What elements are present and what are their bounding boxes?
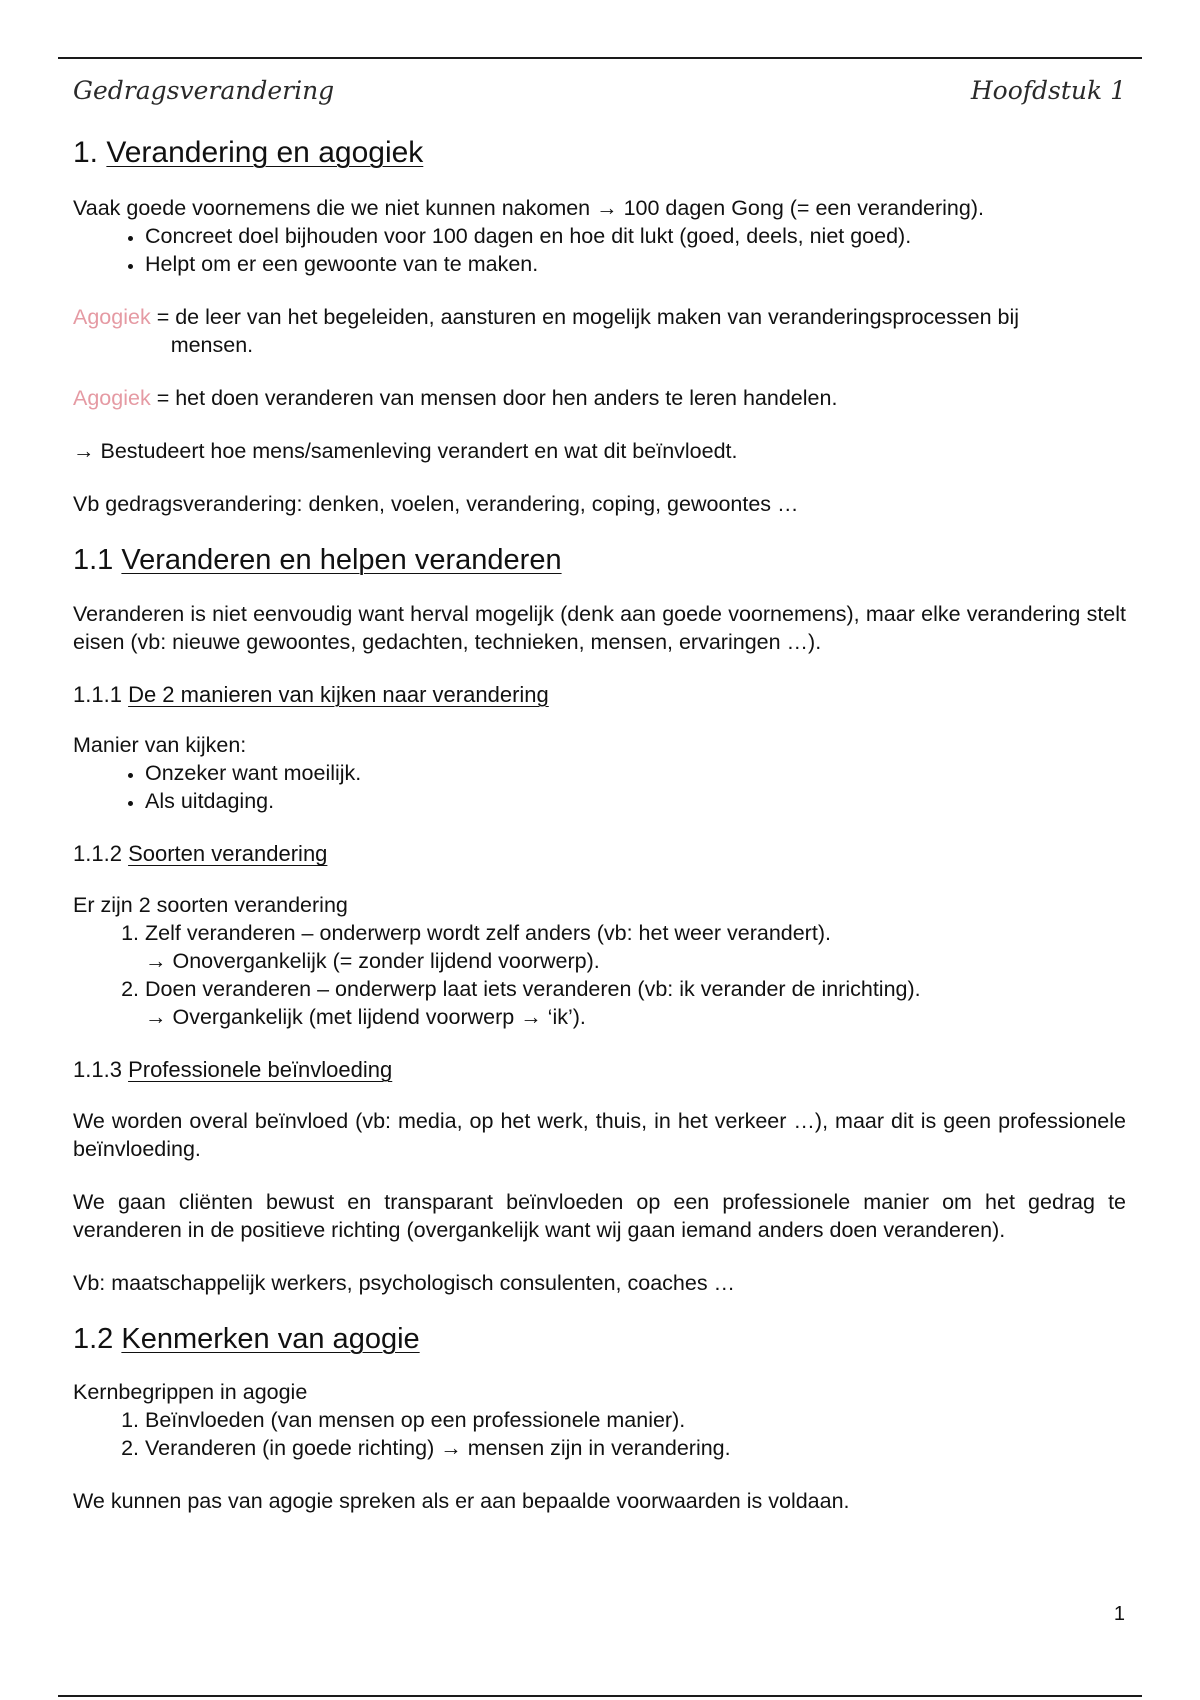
- document-body: [73, 135, 1126, 1540]
- header-chapter: Hoofdstuk 1: [970, 75, 1126, 105]
- example-line: Vb: maatschappelijk werkers, psychologisch consulenten, coaches …: [73, 1270, 736, 1295]
- section-title: Kenmerken van agogie: [121, 1322, 420, 1355]
- list-item: [145, 975, 1126, 1031]
- lead-line: Kernbegrippen in agogie: [73, 1380, 308, 1405]
- intro-paragraph: Vaak goede voornemens die we niet kunnen nakomen → 100 dagen Gong (= een verandering).: [73, 196, 984, 220]
- section-title: Soorten verandering: [128, 841, 328, 867]
- definition-body: [157, 303, 1126, 359]
- section-number: 1.1: [73, 544, 114, 576]
- bullet-list: [73, 759, 1126, 815]
- section-number: 1.1.1: [73, 681, 122, 707]
- definition-body: = het doen veranderen van mensen door hen anders te leren handelen.: [156, 386, 838, 410]
- section-number: 1.1.3: [73, 1056, 122, 1082]
- definition-term: Agogiek: [73, 386, 151, 410]
- section-title: De 2 manieren van kijken naar verandering: [128, 681, 549, 707]
- intro-bullet-list: [73, 222, 1126, 278]
- definition-term: Agogiek: [73, 305, 151, 329]
- section-number: 1.: [73, 136, 99, 169]
- section-1-heading: [73, 135, 1126, 171]
- paragraph: We gaan cliënten bewust en transparant beïnvloeden op een professionele manier om het gedrag te veranderen in de positieve richting (overgankelijk want wij gaan iemand anders doen veranderen).: [73, 1189, 1126, 1242]
- list-item-subline: → Onovergankelijk (= zonder lijdend voorwerp).: [145, 948, 600, 973]
- list-item: • Onzeker want moeilijk.: [145, 759, 1126, 787]
- page-number: 1: [1113, 1603, 1125, 1625]
- example-line: Vb gedragsverandering: denken, voelen, verandering, coping, gewoontes …: [73, 492, 799, 516]
- lead-line: Er zijn 2 soorten verandering: [73, 892, 348, 917]
- list-item-subline: → Overgankelijk (met lijdend voorwerp → ‘ik’).: [145, 1004, 586, 1029]
- numbered-list: [73, 919, 1126, 1031]
- list-item-text: Doen veranderen – onderwerp laat iets veranderen (vb: ik verander de inrichting).: [145, 976, 921, 1001]
- paragraph: Veranderen is niet eenvoudig want herval mogelijk (denk aan goede voornemens), maar elke verandering stelt eisen (vb: nieuwe gewoontes, gedachten, technieken, mensen, ervaringen …).: [73, 601, 1126, 654]
- section-title: Professionele beïnvloeding: [128, 1056, 393, 1082]
- numbered-list: [73, 1406, 1126, 1462]
- section-1-1-2-heading: [73, 840, 1126, 869]
- section-number: 1.2: [73, 1322, 114, 1355]
- list-item: • Concreet doel bijhouden voor 100 dagen en hoe dit lukt (goed, deels, niet goed).: [145, 222, 1126, 250]
- list-item: [145, 919, 1126, 975]
- page-header: [73, 70, 1126, 110]
- section-1-1-heading: [73, 543, 1126, 578]
- list-item: • Helpt om er een gewoonte van te maken.: [145, 250, 1126, 278]
- list-item: • Als uitdaging.: [145, 787, 1126, 815]
- header-course-title: Gedragsverandering: [73, 75, 335, 105]
- section-title: Verandering en agogiek: [106, 136, 424, 169]
- section-title: Veranderen en helpen veranderen: [121, 544, 562, 576]
- closing-paragraph: We kunnen pas van agogie spreken als er aan bepaalde voorwaarden is voldaan.: [73, 1489, 850, 1514]
- footer-rule: [58, 1695, 1142, 1697]
- definition-2: [73, 384, 1126, 412]
- list-item: 1. Beïnvloeden (van mensen op een professionele manier).: [145, 1406, 1126, 1434]
- definition-line: = de leer van het begeleiden, aansturen en mogelijk maken van veranderingsprocessen bij: [156, 305, 1020, 329]
- arrow-statement: → Bestudeert hoe mens/samenleving verandert en wat dit beïnvloedt.: [73, 439, 738, 463]
- paragraph: We worden overal beïnvloed (vb: media, op het werk, thuis, in het verkeer …), maar dit is geen professionele beïnvloeding.: [73, 1108, 1126, 1161]
- section-1-1-3-heading: [73, 1056, 1126, 1085]
- definition-line: mensen.: [170, 333, 254, 357]
- section-1-1-1-heading: [73, 681, 1126, 710]
- section-1-2-heading: [73, 1322, 1126, 1357]
- section-number: 1.1.2: [73, 841, 122, 867]
- list-item: 2. Veranderen (in goede richting) → mensen zijn in verandering.: [145, 1434, 1126, 1462]
- lead-line: Manier van kijken:: [73, 733, 247, 758]
- list-item-text: Zelf veranderen – onderwerp wordt zelf anders (vb: het weer verandert).: [145, 920, 831, 945]
- definition-1: [73, 303, 1126, 359]
- header-rule: [58, 57, 1142, 59]
